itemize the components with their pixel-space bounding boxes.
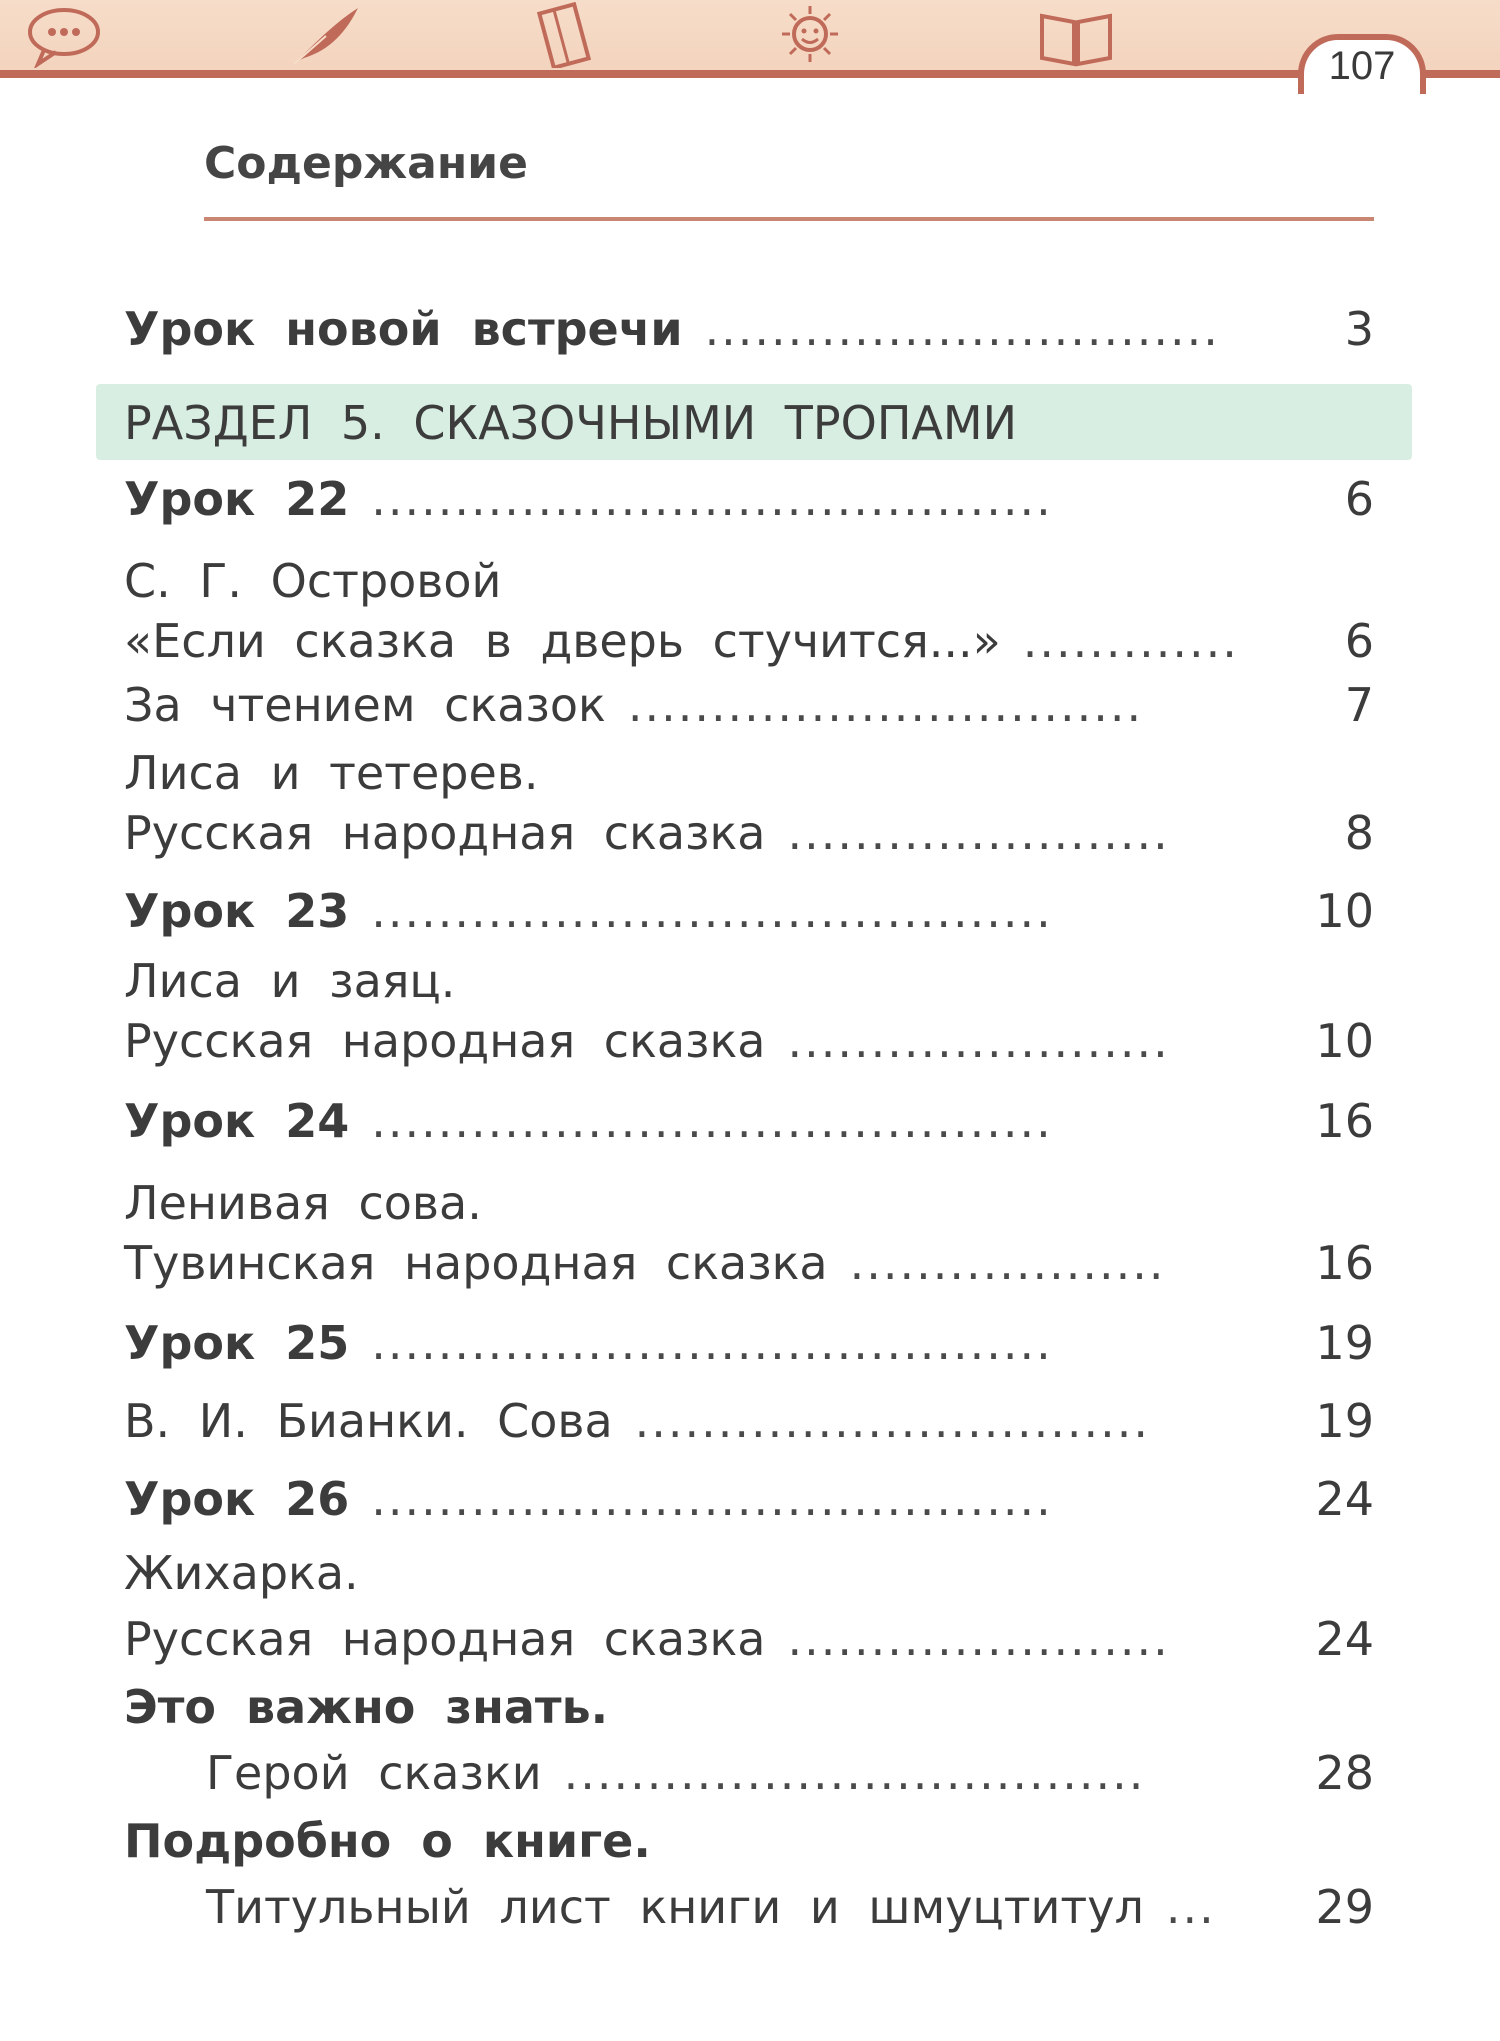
toc-entry-label: Урок 22 [124,472,350,526]
toc-heading-important: Это важно знать. [124,1680,609,1734]
toc-page-number: 16 [1315,1236,1374,1290]
toc-entry-label: Урок 25 [124,1316,350,1370]
toc-entry-label: Герой сказки [206,1746,542,1800]
toc-page-number: 24 [1315,1612,1374,1666]
toc-entry-lesson-24 [124,1094,1374,1154]
feather-icon [286,2,366,68]
toc-leader-dots: ............................... [704,302,1220,356]
title-rule [204,217,1374,221]
open-book-icon [1036,2,1116,68]
toc-page-number: 10 [1315,1014,1374,1068]
book-icon [528,2,608,68]
toc-leader-dots: ......................................... [371,1094,1053,1148]
toc-leader-dots: ......................................... [371,1316,1053,1370]
toc-page-number: 6 [1344,472,1374,526]
speech-bubble-icon [24,2,104,68]
toc-entry-label: Урок 26 [124,1472,350,1526]
toc-entry-lazy-owl [124,1236,1374,1296]
toc-page-number: 10 [1315,884,1374,938]
sun-icon [770,2,850,68]
toc-page-number: 7 [1344,678,1374,732]
toc-page-number: 16 [1315,1094,1374,1148]
toc-page-number: 6 [1344,614,1374,668]
toc-leader-dots: ................... [849,1236,1166,1290]
header-band [0,0,1500,74]
toc-page-number: 28 [1315,1746,1374,1800]
toc-leader-dots: ............................... [627,678,1144,732]
toc-entry-lesson-26 [124,1472,1374,1532]
toc-heading-book: Подробно о книге. [124,1814,651,1868]
toc-entry-label: Русская народная сказка [124,1612,766,1666]
toc-title-zhikharka: Жихарка. [124,1546,359,1600]
toc-entry-lesson-23 [124,884,1374,944]
toc-leader-dots: ....................... [787,1014,1170,1068]
toc-entry-fox-grouse [124,806,1374,866]
toc-page-number: 19 [1315,1394,1374,1448]
toc-entry-label: «Если сказка в дверь стучится...» [124,614,1001,668]
page-title: Содержание [204,138,528,189]
toc-leader-dots: ............. [1022,614,1239,668]
toc-entry-label: Титульный лист книги и шмуцтитул [206,1880,1144,1934]
toc-leader-dots: ............................... [634,1394,1150,1448]
toc-title-fox-grouse: Лиса и тетерев. [124,746,539,800]
toc-leader-dots: ......................................... [371,1472,1053,1526]
toc-entry-title-page [206,1880,1374,1940]
toc-entry-bianki [124,1394,1374,1454]
toc-entry-reading [124,678,1374,738]
toc-entry-zhikharka [124,1612,1374,1672]
toc-entry-label: За чтением сказок [124,678,606,732]
header-line [0,70,1500,78]
toc-author-ostrovoy: С. Г. Островой [124,554,502,608]
page-number: 107 [1328,44,1396,88]
toc-leader-dots: ......................................... [371,472,1053,526]
toc-title-lazy-owl: Ленивая сова. [124,1176,482,1230]
toc-leader-dots: ................................... [563,1746,1146,1800]
toc-title-fox-hare: Лиса и заяц. [124,954,456,1008]
toc-leader-dots: ... [1165,1880,1216,1934]
toc-entry-label: Русская народная сказка [124,806,766,860]
toc-entry-intro [124,302,1374,362]
toc-entry-hero [206,1746,1374,1806]
toc-page-number: 8 [1344,806,1374,860]
toc-entry-lesson-25 [124,1316,1374,1376]
toc-page-number: 3 [1344,302,1374,356]
toc-page-number: 19 [1315,1316,1374,1370]
toc-entry-label: Урок 23 [124,884,350,938]
toc-entry-fox-hare [124,1014,1374,1074]
toc-page-number: 24 [1315,1472,1374,1526]
toc-leader-dots: ......................................... [371,884,1053,938]
section-title: РАЗДЕЛ 5. СКАЗОЧНЫМИ ТРОПАМИ [124,396,1017,450]
toc-leader-dots: ....................... [787,806,1170,860]
toc-leader-dots: ....................... [787,1612,1170,1666]
toc-entry-label: В. И. Бианки. Сова [124,1394,613,1448]
toc-entry-label: Русская народная сказка [124,1014,766,1068]
toc-entry-label: Урок новой встречи [124,302,683,356]
toc-entry-label: Урок 24 [124,1094,350,1148]
toc-entry-label: Тувинская народная сказка [124,1236,828,1290]
toc-entry-ostrovoy [124,614,1374,674]
toc-entry-lesson-22 [124,472,1374,532]
toc-page-number: 29 [1315,1880,1374,1934]
